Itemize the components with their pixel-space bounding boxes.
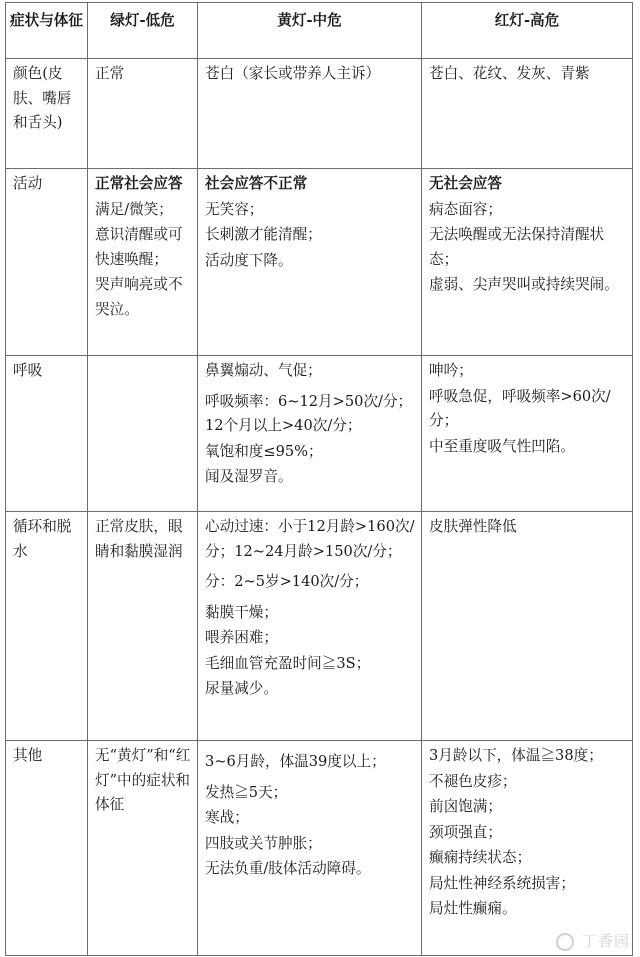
list-item: 无法唤醒或无法保持清醒状态；: [429, 226, 605, 268]
list-item: 尿量减少。: [205, 680, 278, 697]
list-item: 闻及湿罗音。: [205, 468, 293, 485]
list-item: 分：2~5岁>140次/分；: [205, 573, 369, 590]
red-cell: [422, 512, 633, 741]
list-item: 病态面容；: [429, 200, 502, 218]
green-cell: [88, 169, 198, 356]
list-item-heading: 社会应答不正常: [205, 175, 308, 192]
header-symptom: 症状与体征: [6, 3, 88, 59]
list-item: 长刺激才能清醒；: [205, 226, 322, 243]
list-item: 意识清醒或可快速唤醒；: [95, 226, 183, 268]
table-row-breathing: [6, 356, 633, 512]
list-item: 虚弱、尖声哭叫或持续哭闹。: [429, 276, 619, 293]
list-item: 活动度下降。: [205, 251, 293, 269]
list-item: 前囟饱满；: [429, 798, 502, 815]
row-label: 活动: [6, 169, 88, 356]
list-item: 正常: [95, 65, 125, 82]
list-item: 呻吟；: [429, 362, 473, 379]
list-item: 不褪色皮疹；: [429, 772, 517, 790]
table-row-color: [6, 59, 633, 169]
list-item: 无“黄灯”和“红灯”中的症状和体征: [95, 747, 191, 813]
list-item: 无笑容；: [205, 200, 264, 218]
red-cell: [422, 59, 633, 169]
list-item: 癫痫持续状态；: [429, 849, 532, 866]
list-item: 发热≧5天；: [205, 783, 288, 801]
green-cell: [88, 741, 198, 956]
row-label: 其他: [6, 741, 88, 956]
list-item: 呼吸频率：6~12月>50次/分；12个月以上>40次/分；: [205, 392, 413, 434]
table-row-activity: [6, 169, 633, 356]
yellow-cell: [198, 356, 422, 512]
green-cell: [88, 59, 198, 169]
symptom-risk-table: [5, 2, 633, 956]
list-item: 无法负重/肢体活动障碍。: [205, 860, 371, 877]
list-item: 3月龄以下，体温≧38度；: [429, 747, 603, 764]
list-item: 黏膜干燥；: [205, 603, 278, 621]
header-green-low-risk: 绿灯-低危: [88, 3, 198, 59]
table-row-circulation: [6, 512, 633, 741]
list-item: 苍白（家长或带养人主诉）: [205, 65, 381, 82]
watermark-icon: [556, 933, 574, 951]
red-cell: [422, 741, 633, 956]
list-item-heading: 正常社会应答: [95, 175, 183, 192]
table-header-row: [6, 3, 633, 59]
row-label: 呼吸: [6, 356, 88, 512]
header-red-high-risk: 红灯-高危: [422, 3, 633, 59]
yellow-cell: [198, 169, 422, 356]
list-item: 满足/微笑；: [95, 200, 173, 218]
watermark-logo: [556, 930, 630, 951]
table-row-other: [6, 741, 633, 956]
header-yellow-medium-risk: 黄灯-中危: [198, 3, 422, 59]
list-item: 寒战；: [205, 809, 249, 826]
list-item: 苍白、花纹、发灰、青紫: [429, 65, 590, 82]
row-label: 循环和脱水: [6, 512, 88, 741]
list-item: 皮肤弹性降低: [429, 518, 517, 535]
green-cell: [88, 512, 198, 741]
list-item: 心动过速：小于12月龄>160次/分；12~24月龄>150次/分；: [205, 518, 415, 560]
green-cell: [88, 356, 198, 512]
list-item: 四肢或关节肿胀；: [205, 834, 322, 852]
yellow-cell: [198, 741, 422, 956]
list-item: 局灶性神经系统损害；: [429, 874, 575, 892]
list-item: 呼吸急促，呼吸频率>60次/分；: [429, 387, 611, 429]
yellow-cell: [198, 512, 422, 741]
list-item: 喂养困难；: [205, 629, 278, 646]
list-item: 鼻翼煽动、气促；: [205, 362, 322, 379]
red-cell: [422, 356, 633, 512]
list-item: 氧饱和度≤95%；: [205, 442, 323, 460]
list-item: 毛细血管充盈时间≧3S；: [205, 654, 371, 672]
watermark-text: 丁香园: [581, 932, 630, 950]
list-item: 3~6月龄，体温39度以上；: [205, 753, 386, 770]
list-item: 正常皮肤，眼睛和黏膜湿润: [95, 518, 183, 560]
yellow-cell: [198, 59, 422, 169]
list-item: 中至重度吸气性凹陷。: [429, 437, 575, 455]
row-label: 颜色(皮肤、嘴唇和舌头): [6, 59, 88, 169]
red-cell: [422, 169, 633, 356]
list-item: 哭声响亮或不哭泣。: [95, 276, 183, 318]
list-item: 局灶性癫痫。: [429, 900, 517, 917]
list-item-heading: 无社会应答: [429, 175, 502, 192]
list-item: 颈项强直；: [429, 823, 502, 841]
